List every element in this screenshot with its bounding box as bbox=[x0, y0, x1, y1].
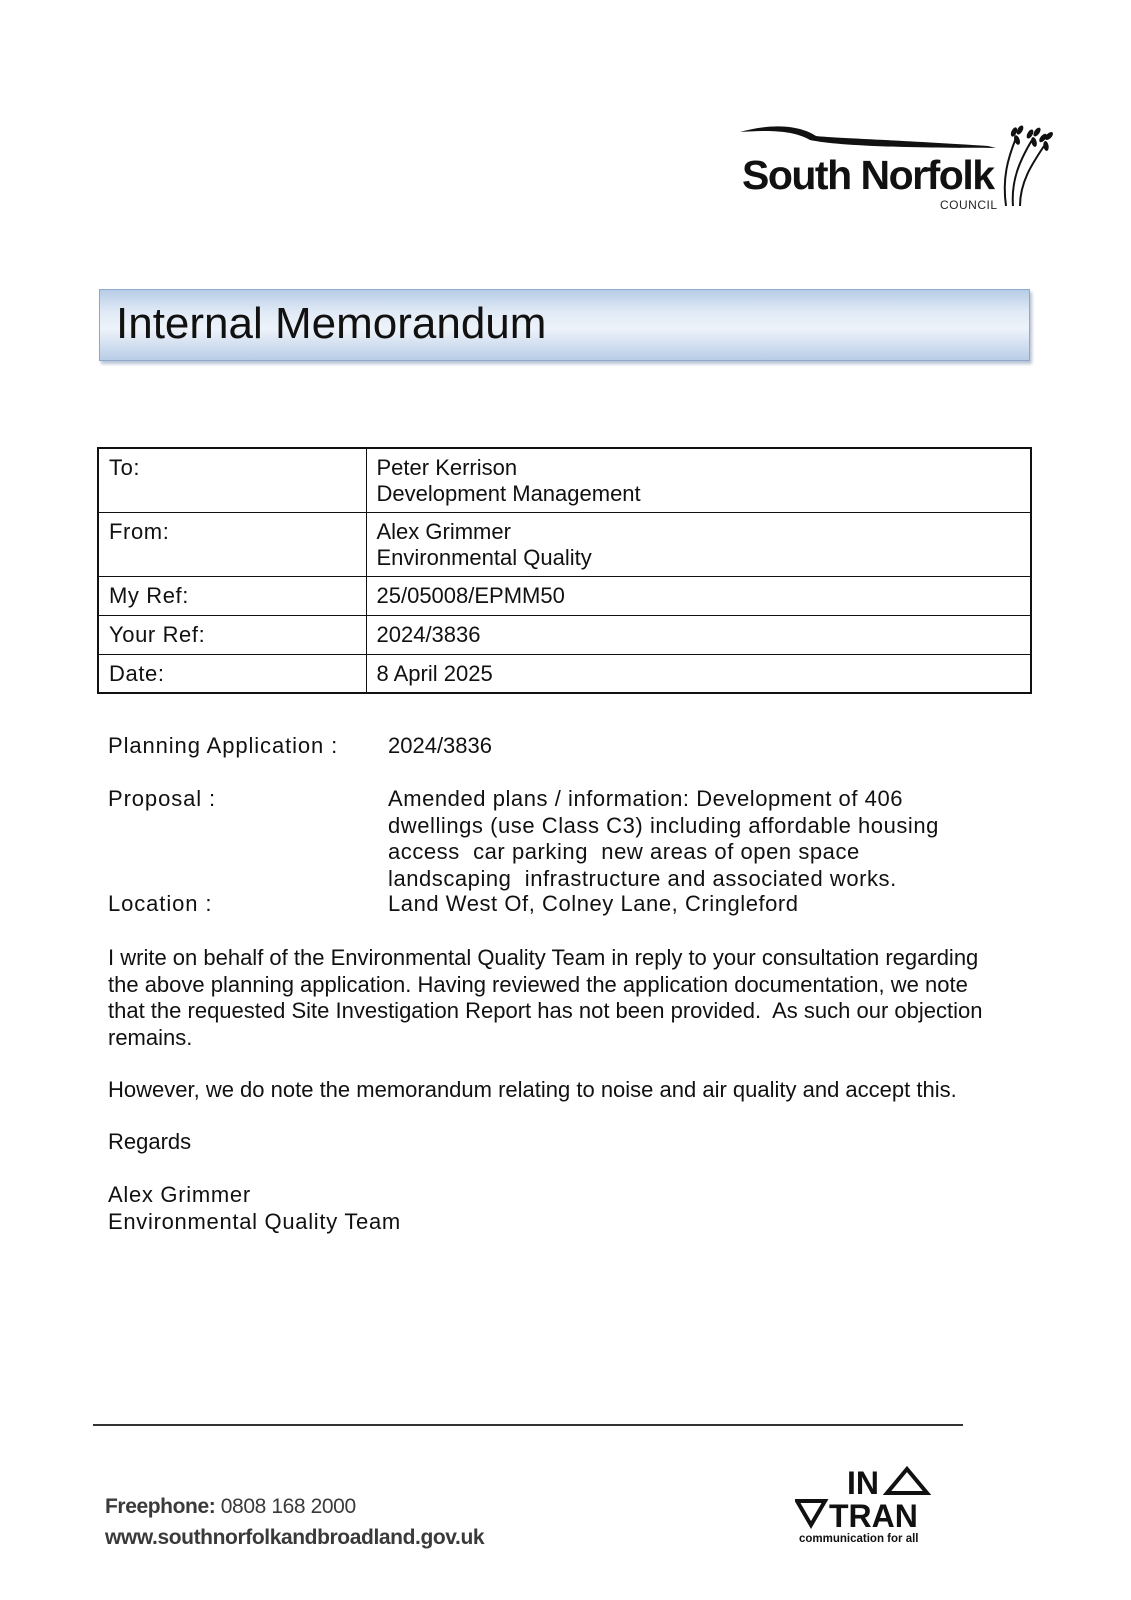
table-row bbox=[98, 576, 1031, 615]
location-value: Land West Of, Colney Lane, Cringleford bbox=[388, 891, 799, 916]
your-ref-value: 2024/3836 bbox=[366, 615, 1031, 654]
planning-application-value: 2024/3836 bbox=[388, 733, 492, 758]
to-dept: Development Management bbox=[376, 481, 641, 506]
proposal-line: Amended plans / information: Development of 406 bbox=[388, 786, 904, 811]
to-label: To: bbox=[98, 448, 366, 512]
memo-header-table bbox=[97, 447, 1032, 694]
proposal-line: dwellings (use Class C3) including affordable housing bbox=[388, 812, 939, 838]
website-link[interactable]: www.southnorfolkandbroadland.gov.uk bbox=[105, 1526, 485, 1549]
table-row bbox=[98, 512, 1031, 576]
body-line: that the requested Site Investigation Report has not been provided. As such our objection bbox=[108, 998, 983, 1023]
date-value: 8 April 2025 bbox=[366, 654, 1031, 693]
location-label: Location : bbox=[108, 891, 213, 916]
intran-top: IN bbox=[847, 1465, 879, 1501]
from-value bbox=[366, 512, 1031, 576]
freephone bbox=[105, 1496, 356, 1517]
triangle-up-icon bbox=[887, 1469, 927, 1493]
proposal-value bbox=[388, 786, 939, 892]
from-label: From: bbox=[98, 512, 366, 576]
body-line: remains. bbox=[108, 1024, 193, 1050]
logo-sub: COUNCIL bbox=[940, 198, 998, 212]
table-row bbox=[98, 615, 1031, 654]
triangle-down-icon bbox=[797, 1501, 825, 1525]
signature-name: Alex Grimmer bbox=[108, 1182, 251, 1207]
proposal-line: landscaping infrastructure and associated works. bbox=[388, 865, 897, 891]
logo-name: South Norfolk bbox=[742, 152, 994, 198]
proposal-line: access car parking new areas of open space bbox=[388, 839, 860, 864]
body-paragraph bbox=[108, 945, 1048, 1051]
closing: Regards bbox=[108, 1129, 192, 1154]
table-row bbox=[98, 448, 1031, 512]
my-ref-label: My Ref: bbox=[98, 576, 366, 615]
intran-bottom: TRAN bbox=[829, 1498, 918, 1534]
body-paragraph-2: However, we do note the memorandum relating to noise and air quality and accept this. bbox=[108, 1077, 957, 1102]
intran-logo bbox=[795, 1463, 945, 1545]
footer-divider bbox=[93, 1424, 963, 1426]
your-ref-label: Your Ref: bbox=[98, 615, 366, 654]
body-line: I write on behalf of the Environmental Quality Team in reply to your consultation regarding bbox=[108, 945, 979, 970]
signature-team: Environmental Quality Team bbox=[108, 1208, 401, 1234]
from-dept: Environmental Quality bbox=[376, 544, 592, 570]
proposal-label: Proposal : bbox=[108, 786, 217, 811]
intran-tagline: communication for all bbox=[799, 1533, 919, 1545]
table-row bbox=[98, 654, 1031, 693]
freephone-number: 0808 168 2000 bbox=[220, 1495, 356, 1518]
to-value bbox=[366, 448, 1031, 512]
from-name: Alex Grimmer bbox=[376, 518, 511, 544]
date-label: Date: bbox=[98, 654, 366, 693]
page-title: Internal Memorandum bbox=[116, 299, 547, 348]
planning-application-label: Planning Application : bbox=[108, 733, 339, 758]
body-line: the above planning application. Having reviewed the application documentation, we note bbox=[108, 971, 968, 997]
to-name: Peter Kerrison bbox=[376, 455, 518, 480]
wheat-icon bbox=[1005, 124, 1055, 206]
freephone-label: Freephone: bbox=[105, 1495, 216, 1518]
signature bbox=[108, 1182, 1048, 1235]
my-ref-value: 25/05008/EPMM50 bbox=[366, 576, 1031, 615]
